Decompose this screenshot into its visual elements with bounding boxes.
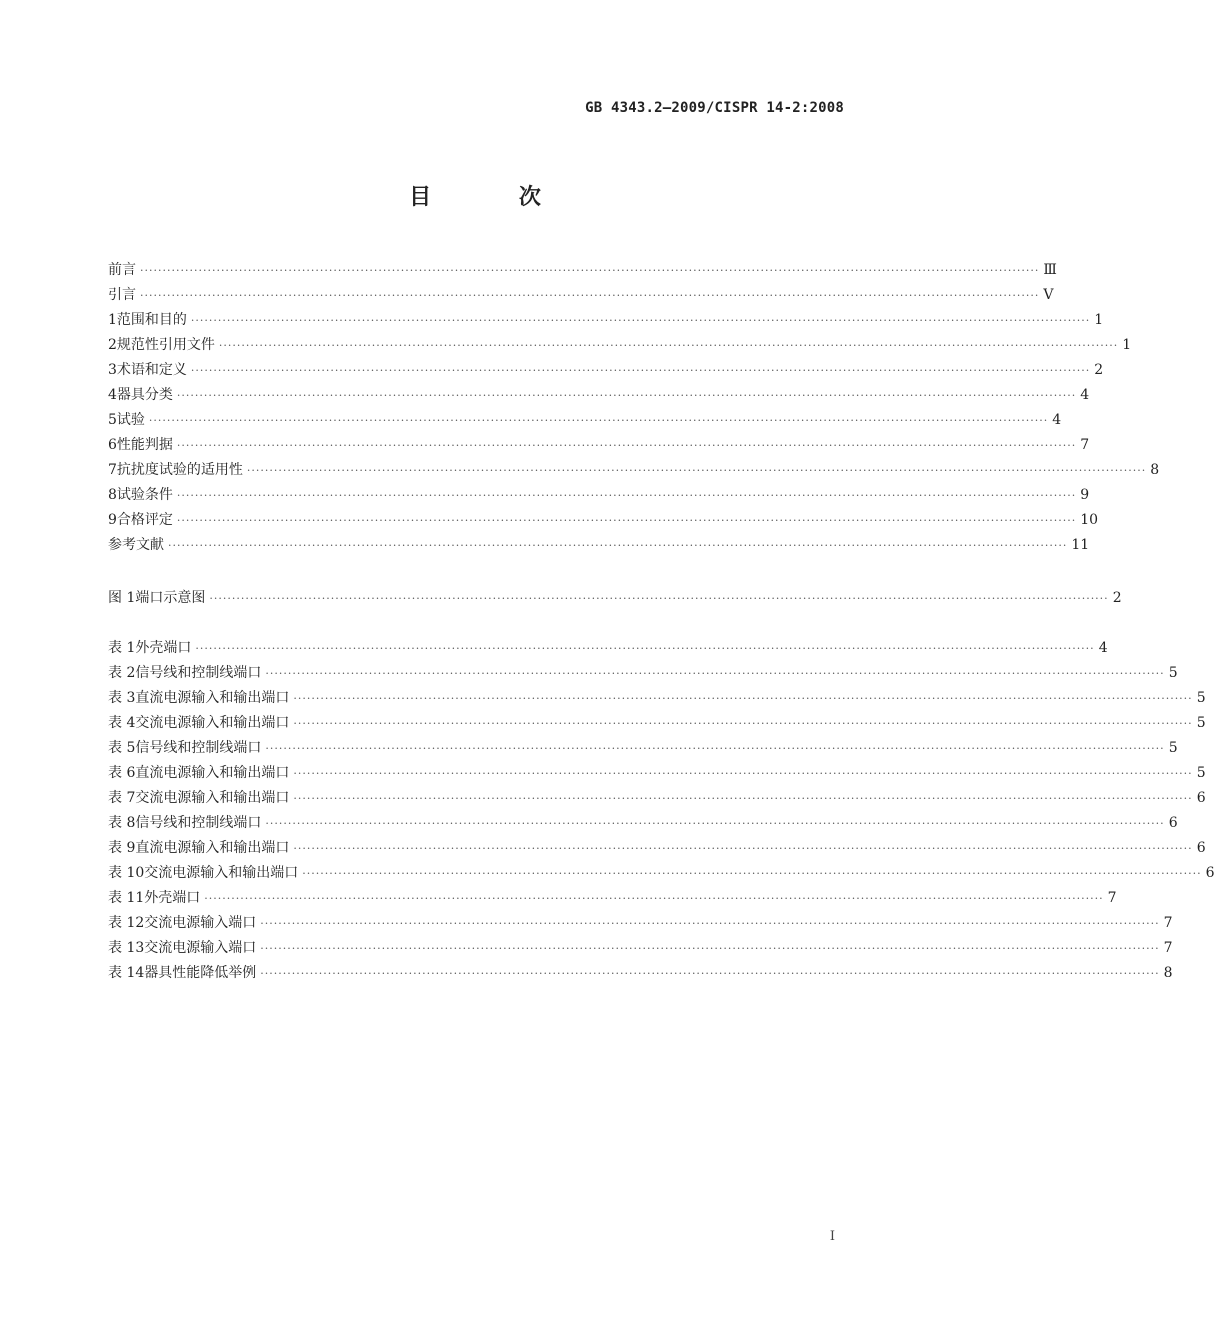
toc-entry-number: 表 6 <box>108 765 136 781</box>
toc-dot-leader: ········································································································································································································ <box>148 414 1049 427</box>
toc-entry-page: 2 <box>1094 362 1104 378</box>
toc-dot-leader: ········································································································································································································ <box>176 439 1077 452</box>
toc-dot-leader: ········································································································································································································ <box>176 389 1077 402</box>
toc-entry-number: 表 14 <box>108 965 145 981</box>
toc-entry-page: 5 <box>1168 740 1178 756</box>
toc-entry[interactable] <box>108 508 1099 533</box>
toc-entry-number: 表 3 <box>108 690 136 706</box>
toc-entry[interactable] <box>108 936 1173 961</box>
toc-entry[interactable] <box>108 911 1173 936</box>
toc-entry-page: 6 <box>1196 790 1206 806</box>
toc-entry-label: 直流电源输入和输出端口 <box>135 765 290 781</box>
toc-entry-label: 合格评定 <box>116 512 173 528</box>
toc-entry[interactable] <box>108 533 1090 558</box>
page-number: Ⅰ <box>829 1229 835 1244</box>
toc-entry-page: 9 <box>1080 487 1090 503</box>
toc-entry-label: 交流电源输入和输出端口 <box>144 865 299 881</box>
toc-entry-label: 端口示意图 <box>135 590 206 606</box>
toc-entry-page: Ⅴ <box>1043 287 1054 303</box>
document-header-standard: GB 4343.2—2009/CISPR 14-2:2008 <box>585 100 844 116</box>
toc-entry-label: 器具分类 <box>116 387 173 403</box>
toc-entry-page: 4 <box>1098 640 1108 656</box>
toc-dot-leader: ········································································································································································································ <box>260 917 1160 930</box>
toc-entry[interactable] <box>108 861 1215 886</box>
toc-entry-label: 交流电源输入端口 <box>144 915 257 931</box>
toc-entry-label: 抗扰度试验的适用性 <box>116 462 243 478</box>
toc-entry-label: 外壳端口 <box>135 640 192 656</box>
toc-entry[interactable] <box>108 258 1057 283</box>
toc-entry[interactable] <box>108 836 1206 861</box>
toc-entry-label: 规范性引用文件 <box>116 337 215 353</box>
toc-entry-page: 6 <box>1168 815 1178 831</box>
toc-entry-page: 2 <box>1112 590 1122 606</box>
toc-entry-number: 表 11 <box>108 890 145 906</box>
toc-entry-page: 5 <box>1196 765 1206 781</box>
toc-entry[interactable] <box>108 408 1062 433</box>
toc-entry-page: 6 <box>1196 840 1206 856</box>
toc-entry-page: 11 <box>1071 537 1090 553</box>
toc-entry-label: 性能判据 <box>116 437 173 453</box>
toc-entry-label: 参考文献 <box>108 537 164 553</box>
toc-entry[interactable] <box>108 358 1104 383</box>
toc-dot-leader: ········································································································································································································ <box>265 817 1165 830</box>
toc-entry-page: 10 <box>1080 512 1099 528</box>
toc-dot-leader: ········································································································································································································ <box>168 539 1068 552</box>
toc-entry[interactable] <box>108 886 1117 911</box>
toc-dot-leader: ········································································································································································································ <box>293 767 1193 780</box>
toc-entry[interactable] <box>108 433 1090 458</box>
toc-entry-number: 6 <box>108 437 117 453</box>
toc-entry-label: 外壳端口 <box>144 890 201 906</box>
toc-entry-number: 表 12 <box>108 915 145 931</box>
toc-entry[interactable] <box>108 383 1090 408</box>
toc-dot-leader: ········································································································································································································ <box>190 314 1091 327</box>
toc-entry-page: 1 <box>1122 337 1132 353</box>
toc-entry[interactable] <box>108 636 1108 661</box>
toc-entry-number: 7 <box>108 462 117 478</box>
toc-entry[interactable] <box>108 736 1178 761</box>
toc-entry-number: 表 8 <box>108 815 136 831</box>
toc-dot-leader: ········································································································································································································ <box>293 842 1193 855</box>
toc-entry-label: 器具性能降低举例 <box>144 965 257 981</box>
toc-dot-leader: ········································································································································································································ <box>209 592 1109 605</box>
toc-entry[interactable] <box>108 333 1132 358</box>
toc-entry-number: 表 7 <box>108 790 136 806</box>
toc-entry-label: 信号线和控制线端口 <box>135 665 262 681</box>
toc-entry-number: 9 <box>108 512 117 528</box>
toc-entry-label: 交流电源输入端口 <box>144 940 257 956</box>
toc-entry-page: 1 <box>1094 312 1104 328</box>
toc-dot-leader: ········································································································································································································ <box>302 867 1202 880</box>
toc-dot-leader: ········································································································································································································ <box>204 892 1104 905</box>
toc-dot-leader: ········································································································································································································ <box>260 967 1160 980</box>
toc-entry-number: 表 13 <box>108 940 145 956</box>
toc-entry-label: 范围和目的 <box>116 312 187 328</box>
toc-entry-label: 交流电源输入和输出端口 <box>135 715 290 731</box>
toc-entry[interactable] <box>108 586 1122 611</box>
toc-entry[interactable] <box>108 711 1206 736</box>
page-title: 目 次 <box>409 185 581 210</box>
toc-entry-label: 术语和定义 <box>116 362 187 378</box>
toc-entry-page: Ⅲ <box>1043 262 1057 278</box>
toc-dot-leader: ········································································································································································································ <box>140 264 1040 277</box>
toc-entry-number: 表 2 <box>108 665 136 681</box>
toc-entry-page: 8 <box>1163 965 1173 981</box>
toc-entry-label: 引言 <box>108 287 136 303</box>
toc-dot-leader: ········································································································································································································ <box>293 717 1193 730</box>
toc-entry[interactable] <box>108 686 1206 711</box>
toc-entry-number: 3 <box>108 362 117 378</box>
toc-entry-page: 5 <box>1196 715 1206 731</box>
toc-entry-page: 7 <box>1107 890 1117 906</box>
toc-entry[interactable] <box>108 811 1178 836</box>
toc-entry[interactable] <box>108 661 1178 686</box>
toc-entry-page: 7 <box>1080 437 1090 453</box>
toc-dot-leader: ········································································································································································································ <box>293 692 1193 705</box>
toc-dot-leader: ········································································································································································································ <box>265 667 1165 680</box>
toc-entry-page: 4 <box>1080 387 1090 403</box>
toc-entry-number: 表 5 <box>108 740 136 756</box>
toc-entry-number: 8 <box>108 487 117 503</box>
toc-entry-number: 表 10 <box>108 865 145 881</box>
toc-dot-leader: ········································································································································································································ <box>246 464 1147 477</box>
toc-entry-number: 表 4 <box>108 715 136 731</box>
toc-dot-leader: ········································································································································································································ <box>260 942 1160 955</box>
toc-entry-label: 直流电源输入和输出端口 <box>135 690 290 706</box>
toc-entry-number: 2 <box>108 337 117 353</box>
toc-entry[interactable] <box>108 483 1090 508</box>
toc-dot-leader: ········································································································································································································ <box>218 339 1119 352</box>
toc-dot-leader: ········································································································································································································ <box>265 742 1165 755</box>
toc-entry-number: 图 1 <box>108 590 136 606</box>
toc-entry-label: 试验条件 <box>116 487 173 503</box>
toc-dot-leader: ········································································································································································································ <box>190 364 1091 377</box>
toc-entry-label: 前言 <box>108 262 136 278</box>
toc-entry-label: 交流电源输入和输出端口 <box>135 790 290 806</box>
toc-entry-number: 4 <box>108 387 117 403</box>
toc-entry-page: 5 <box>1168 665 1178 681</box>
toc-entry-page: 4 <box>1052 412 1062 428</box>
toc-entry-label: 直流电源输入和输出端口 <box>135 840 290 856</box>
toc-dot-leader: ········································································································································································································ <box>195 642 1095 655</box>
toc-entry[interactable] <box>108 283 1054 308</box>
toc-tables-section <box>108 636 1215 986</box>
toc-entry-label: 试验 <box>116 412 145 428</box>
toc-dot-leader: ········································································································································································································ <box>140 289 1040 302</box>
toc-entry-number: 表 1 <box>108 640 136 656</box>
toc-entry[interactable] <box>108 458 1160 483</box>
toc-dot-leader: ········································································································································································································ <box>176 514 1077 527</box>
toc-entry-number: 5 <box>108 412 117 428</box>
toc-entry[interactable] <box>108 786 1206 811</box>
toc-figures-section <box>108 586 1122 611</box>
toc-entry-page: 7 <box>1163 940 1173 956</box>
toc-main-section <box>108 258 1160 558</box>
toc-entry[interactable] <box>108 308 1104 333</box>
toc-entry-page: 8 <box>1150 462 1160 478</box>
toc-entry-label: 信号线和控制线端口 <box>135 740 262 756</box>
toc-entry-page: 5 <box>1196 690 1206 706</box>
toc-entry-label: 信号线和控制线端口 <box>135 815 262 831</box>
toc-entry-number: 1 <box>108 312 117 328</box>
toc-entry-page: 7 <box>1163 915 1173 931</box>
toc-dot-leader: ········································································································································································································ <box>293 792 1193 805</box>
toc-entry-page: 6 <box>1205 865 1215 881</box>
toc-entry[interactable] <box>108 961 1173 986</box>
toc-entry[interactable] <box>108 761 1206 786</box>
toc-entry-number: 表 9 <box>108 840 136 856</box>
toc-dot-leader: ········································································································································································································ <box>176 489 1077 502</box>
